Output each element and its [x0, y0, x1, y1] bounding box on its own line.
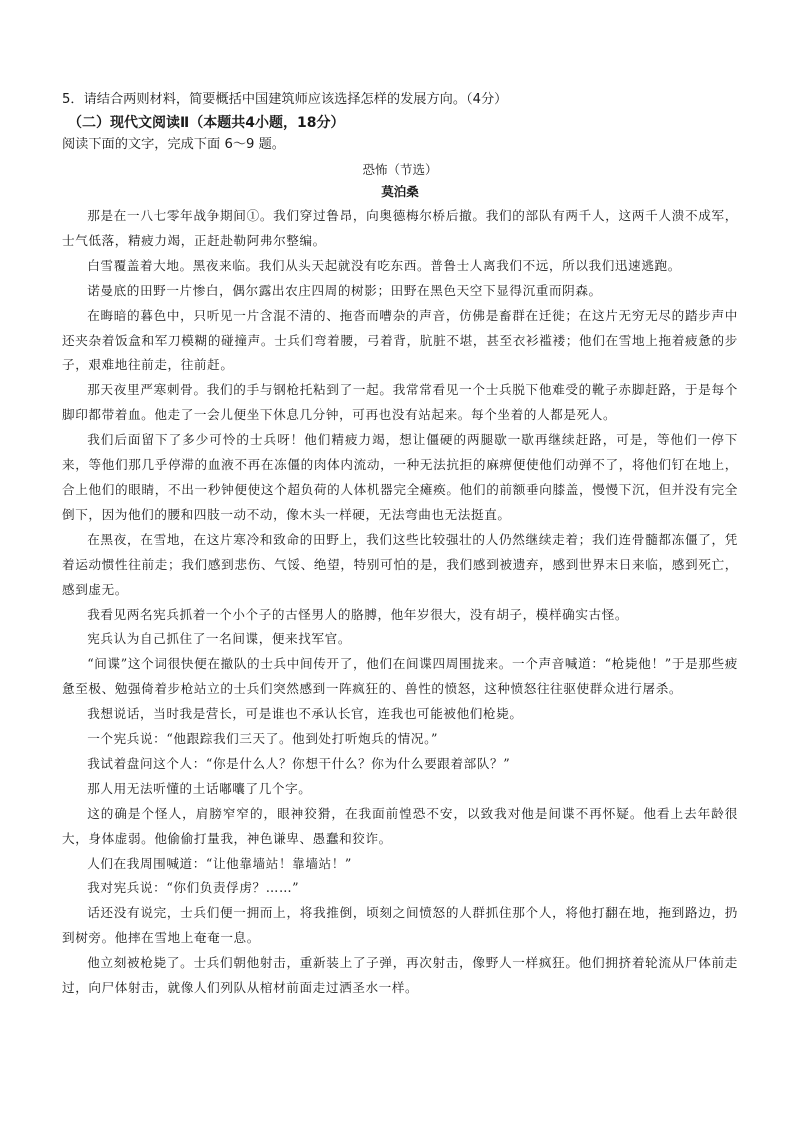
story-body: [62, 204, 738, 1001]
story-paragraph-13: 我试着盘问这个人：“你是什么人？你想干什么？你为什么要跟着部队？”: [87, 755, 511, 771]
story-paragraph-4: 在晦暗的暮色中，只听见一片含混不清的、拖沓而嘈杂的声音，仿佛是畜群在迁徙；在这片无穷无尽的踏步声中还夹杂着饭盒和军刀模糊的碰撞声。士兵们弯着腰，弓着背，肮脏不堪，甚至衣衫褴褛；他们在雪地上拖着疲惫的步子，艰难地往前走，往前赶。: [62, 307, 738, 373]
story-paragraph-1: 那是在一八七零年战争期间①。我们穿过鲁昂，向奥德梅尔桥后撤。我们的部队有两千人，这两千人溃不成军，士气低落，精疲力竭，正赶赴勒阿弗尔整编。: [62, 208, 738, 248]
story-paragraph-6: 我们后面留下了多少可怜的士兵呀！他们精疲力竭，想让僵硬的两腿歇一歇再继续赶路，可是，等他们一停下来，等他们那几乎停滞的血液不再在冻僵的肉体内流动，一种无法抗拒的麻痹便使他们动弹不了，将他们钉在地上，合上他们的眼睛，不出一秒钟便使这个超负荷的人体机器完全瘫痪。他们的前额垂向膝盖，慢慢下沉，但并没有完全倒下，因为他们的腰和四肢一动不动，像木头一样硬，无法弯曲也无法挺直。: [62, 432, 738, 522]
reading-instruction: 阅读下面的文字，完成下面 6～9 题。: [62, 137, 285, 152]
document-page: [62, 90, 738, 1001]
story-paragraph-9: 宪兵认为自己抓住了一名间谍，便来找军官。: [87, 631, 352, 647]
story-author: 莫泊桑: [381, 184, 419, 199]
story-paragraph-16: 人们在我周围喊道：“让他靠墙站！靠墙站！”: [87, 855, 352, 871]
story-paragraph-15: 这的确是个怪人，肩膀窄窄的，眼神狡猾，在我面前惶恐不安，以致我对他是间谍不再怀疑。他看上去年龄很大，身体虚弱。他偷偷打量我，神色谦卑、愚蠢和狡诈。: [62, 805, 738, 846]
story-paragraph-8: 我看见两名宪兵抓着一个小个子的古怪男人的胳膊，他年岁很大，没有胡子，模样确实古怪。: [87, 606, 629, 622]
story-header: [62, 160, 738, 202]
story-paragraph-12: 一个宪兵说：“他跟踪我们三天了。他到处打听炮兵的情况。”: [87, 731, 439, 747]
question-5: 5．请结合两则材料，简要概括中国建筑师应该选择怎样的发展方向。（4分）: [62, 92, 508, 107]
story-paragraph-3: 诺曼底的田野一片惨白，偶尔露出农庄四周的树影；田野在黑色天空下显得沉重而阴森。: [87, 282, 602, 298]
story-paragraph-5: 那天夜里严寒刺骨。我们的手与钢枪托粘到了一起。我常常看见一个士兵脱下他难受的靴子赤脚赶路，于是每个脚印都带着血。他走了一会儿便坐下休息几分钟，可再也没有站起来。每个坐着的人都是死人。: [62, 382, 738, 423]
story-paragraph-18: 话还没有说完，士兵们便一拥而上，将我推倒，顷刻之间愤怒的人群抓住那个人，将他打翻在地，拖到路边，扔到树旁。他摔在雪地上奄奄一息。: [62, 905, 738, 946]
story-paragraph-10: “间谍”这个词很快便在撤队的士兵中间传开了，他们在间谍四周围拢来。一个声音喊道：“枪毙他！”于是那些疲惫至极、勉强倚着步枪站立的士兵们突然感到一阵疯狂的、兽性的愤怒，这种愤怒往往驱使群众进行屠杀。: [62, 656, 738, 697]
story-title: 恐怖（节选）: [362, 162, 438, 177]
story-paragraph-11: 我想说话，当时我是营长，可是谁也不承认长官，连我也可能被他们枪毙。: [87, 706, 523, 722]
story-paragraph-2: 白雪覆盖着大地。黑夜来临。我们从头天起就没有吃东西。普鲁士人离我们不远，所以我们迅速逃跑。: [87, 257, 681, 273]
story-paragraph-19: 他立刻被枪毙了。士兵们朝他射击，重新装上了子弹，再次射击，像野人一样疯狂。他们拥挤着轮流从尸体前走过，向尸体射击，就像人们列队从棺材前面走过洒圣水一样。: [62, 955, 738, 996]
section-title: （二）现代文阅读Ⅱ（本题共4小题，18分）: [68, 115, 345, 131]
story-paragraph-17: 我对宪兵说：“你们负责俘虏？……”: [87, 880, 300, 896]
story-paragraph-14: 那人用无法听懂的土话嘟囔了几个字。: [87, 780, 312, 796]
story-paragraph-7: 在黑夜，在雪地，在这片寒冷和致命的田野上，我们这些比较强壮的人仍然继续走着；我们连骨髓都冻僵了，凭着运动惯性往前走；我们感到悲伤、气馁、绝望，特别可怕的是，我们感到被遗弃，感到世界末日来临，感到死亡，感到虚无。: [62, 531, 738, 597]
